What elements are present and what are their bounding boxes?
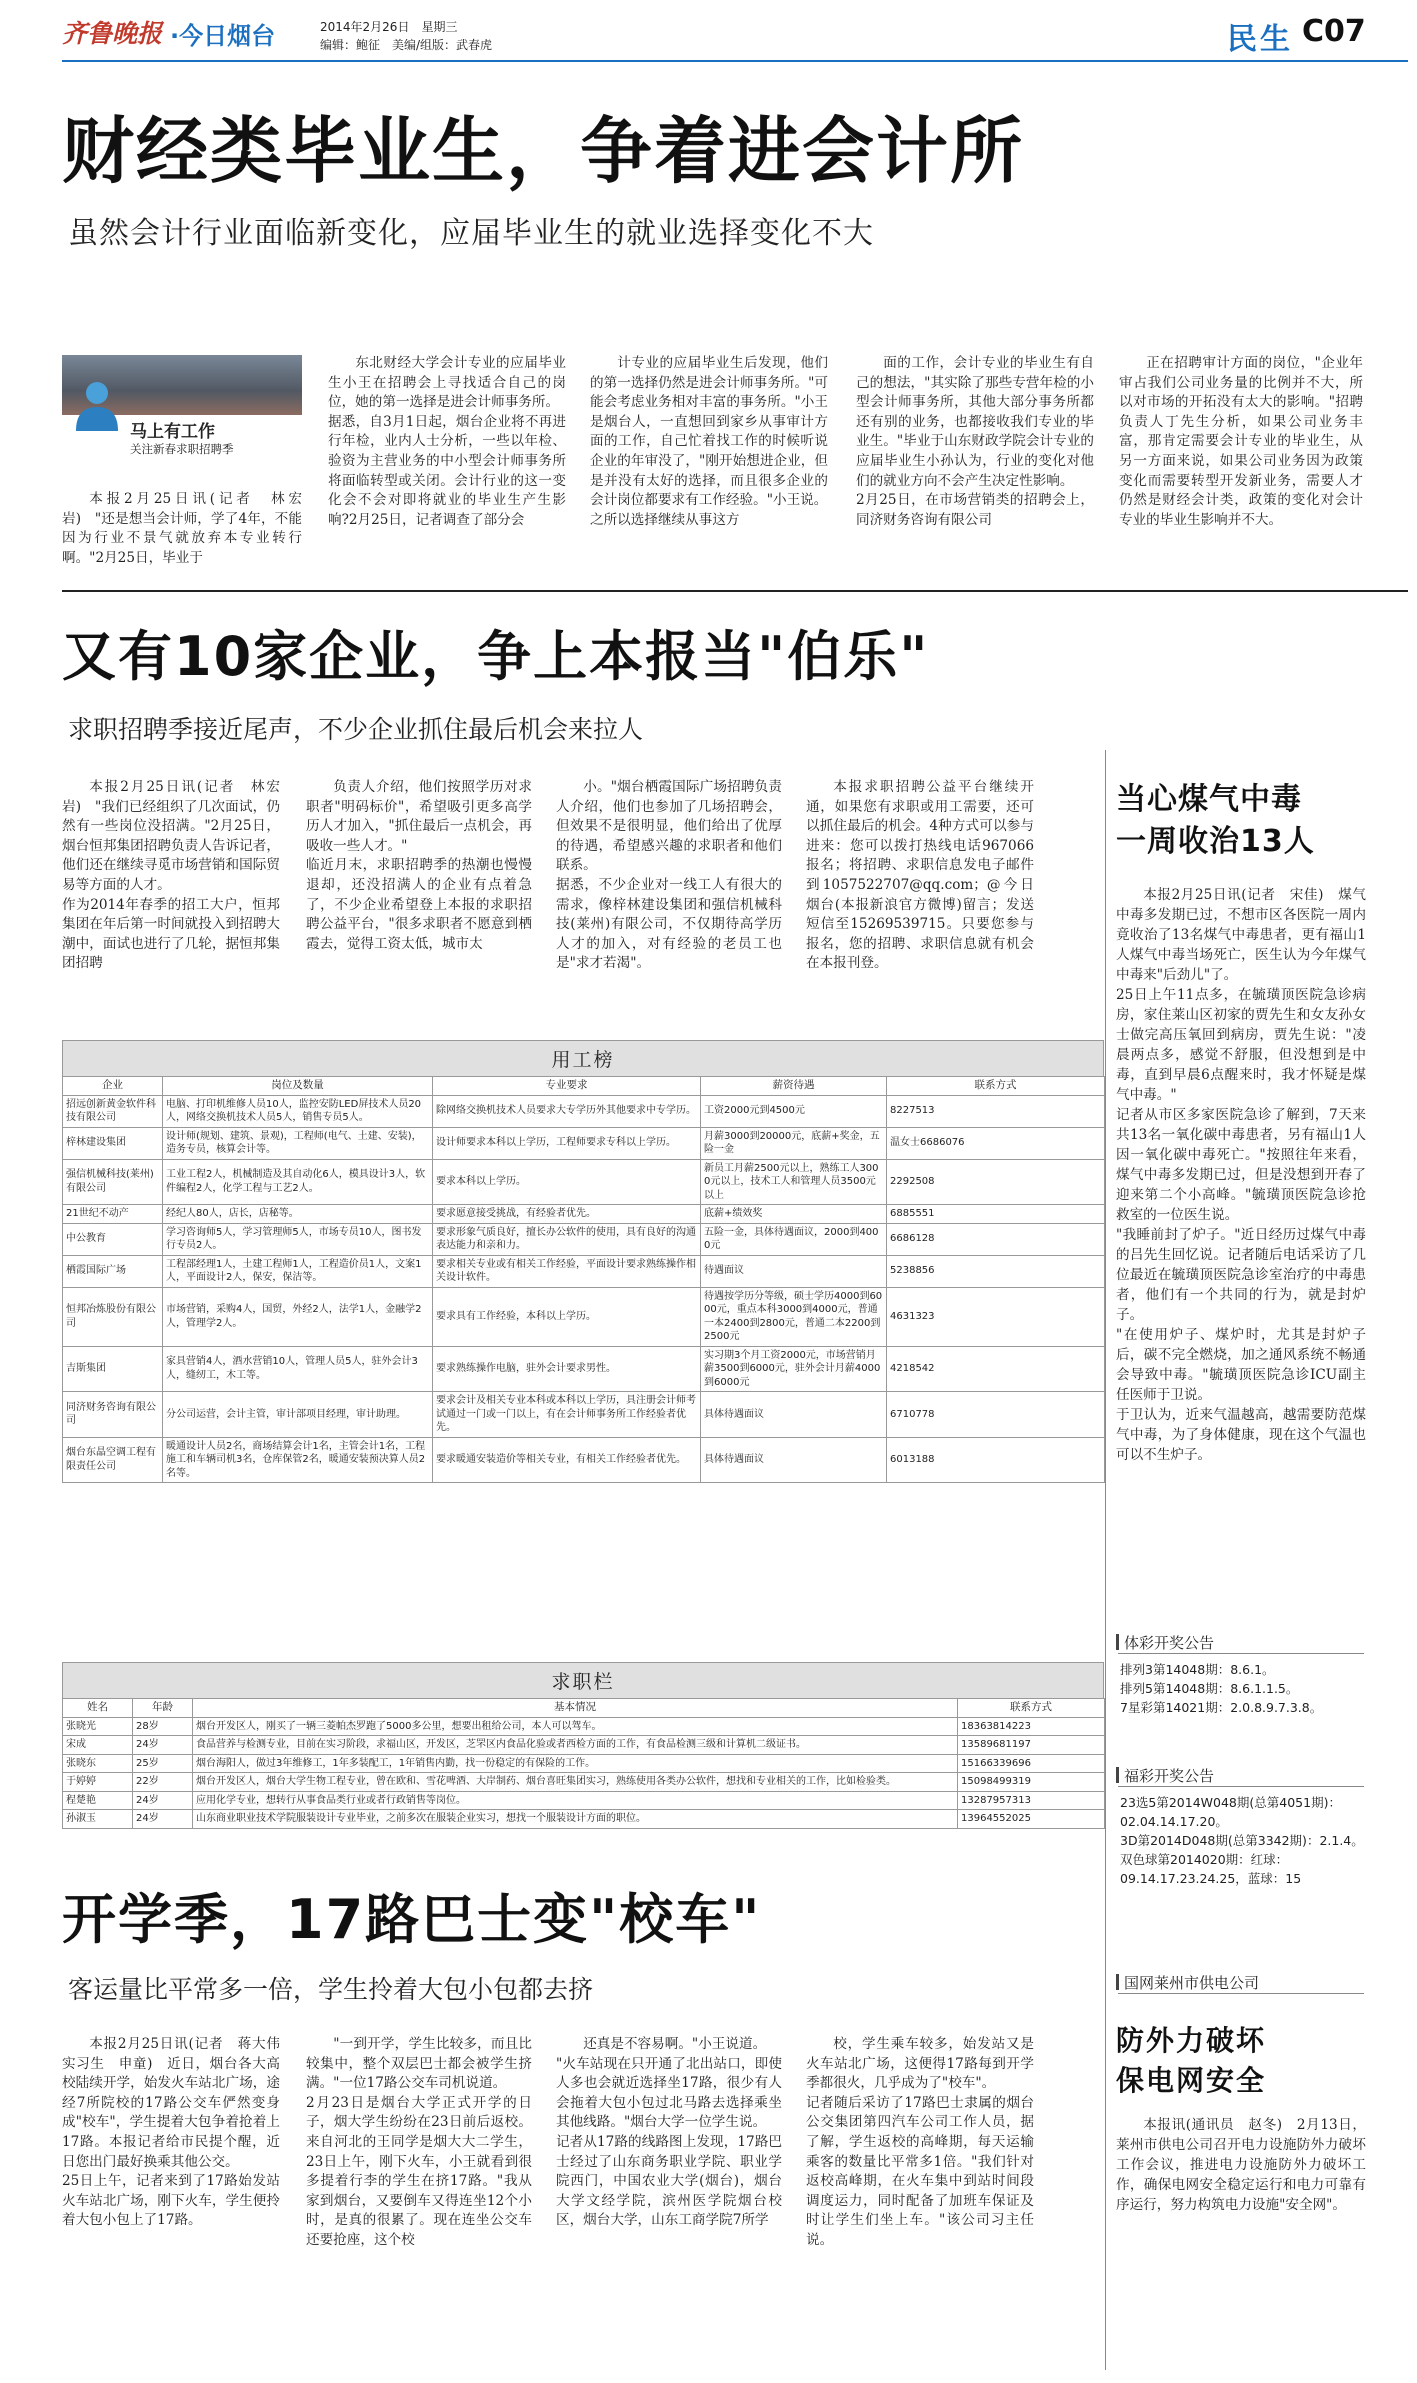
jobs-table-cell: 新员工月薪2500元以上，熟练工人3000元以上，技术工人和管理人员3500元以上 xyxy=(701,1159,887,1205)
story2-column-4: 本报求职招聘公益平台继续开通，如果您有求职或用工需要，还可以抓住最后的机会。4种方式可以参与进来：您可以拨打热线电话967066报名；将招聘、求职信息发电子邮件到1057522707@qq.com；@今日烟台(本报新浪官方微博)留言；发送短信至15269539715。只要您参与报名，您的招聘、求职信息就有机会在本报刊登。 xyxy=(806,779,1034,972)
jobs-table-header-cell: 联系方式 xyxy=(887,1077,1105,1096)
job-seeker-icon xyxy=(70,377,124,431)
jobs-table-cell: 要求愿意接受挑战，有经验者优先。 xyxy=(433,1205,701,1224)
series-badge xyxy=(62,355,302,470)
jobs-table-cell: 月薪3000到20000元，底薪+奖金，五险一金 xyxy=(701,1127,887,1159)
jobs-table-cell: 2292508 xyxy=(887,1159,1105,1205)
jobs-table-cell: 招远创新黄金软件科技有限公司 xyxy=(63,1095,163,1127)
divider xyxy=(62,590,1408,592)
jobs-table-row xyxy=(63,1095,1105,1127)
welfare-lottery-results xyxy=(1120,1793,1364,1888)
seekers-table-title: 求职栏 xyxy=(62,1662,1104,1698)
seekers-table-header-cell: 姓名 xyxy=(63,1699,133,1718)
power-story-body: 本报讯(通讯员 赵冬) 2月13日，莱州市供电公司召开电力设施防外力破坏工作会议，推进电力设施防外力破坏工作，确保电网安全稳定运行和电力可靠有序运行，努力构筑电力设施"安全网"。 xyxy=(1116,2117,1366,2213)
badge-title: 马上有工作 xyxy=(130,422,215,442)
newspaper-logo: 齐鲁晚报 xyxy=(62,19,163,48)
story2-subheadline: 求职招聘季接近尾声，不少企业抓住最后机会来拉人 xyxy=(68,715,644,744)
story1-column-3: 计专业的应届毕业生后发现，他们的第一选择仍然是进会计师事务所。"可能会考虑业务相对丰富的事务所。"小王是烟台人，一直想回到家乡从事审计方面的工作，自己忙着找工作的时候听说企业的年审没了，"刚开始想进企业，但是并没有太好的选择，而且很多企业的会计岗位都要求有工作经验。"小王说。 之所以选择继续从事这方 xyxy=(590,355,828,528)
page-category: 民生 xyxy=(1227,22,1293,57)
jobs-table-cell: 6686128 xyxy=(887,1223,1105,1255)
jobs-table-cell: 待遇面议 xyxy=(701,1255,887,1287)
story2-headline: 又有10家企业，争上本报当"伯乐" xyxy=(62,625,930,688)
jobs-table-row xyxy=(63,1287,1105,1346)
seekers-table-cell: 宋成 xyxy=(63,1736,133,1755)
jobs-table-cell: 要求本科以上学历。 xyxy=(433,1159,701,1205)
jobs-table-row xyxy=(63,1255,1105,1287)
issue-date: 2014年2月26日 星期三 xyxy=(320,20,458,34)
jobs-table-cell: 电脑、打印机维修人员10人，监控安防LED屏技术人员20人，网络交换机技术人员5人，销售专员5人。 xyxy=(163,1095,433,1127)
seekers-table-box xyxy=(62,1662,1104,1829)
seekers-table-row xyxy=(63,1754,1105,1773)
jobs-table-cell: 经纪人80人，店长，店秘等。 xyxy=(163,1205,433,1224)
jobs-table-cell: 要求熟练操作电脑，驻外会计要求男性。 xyxy=(433,1346,701,1392)
jobs-table-cell: 要求具有工作经验，本科以上学历。 xyxy=(433,1287,701,1346)
jobs-table-cell: 家具营销4人，酒水营销10人，管理人员5人，驻外会计3人，缝纫工，木工等。 xyxy=(163,1346,433,1392)
seekers-table-row xyxy=(63,1810,1105,1829)
seekers-table-cell: 18363814223 xyxy=(958,1717,1105,1736)
jobs-table-cell: 学习咨询师5人，学习管理师5人，市场专员10人，图书发行专员2人。 xyxy=(163,1223,433,1255)
jobs-table-cell: 要求形象气质良好，擅长办公软件的使用，具有良好的沟通表达能力和亲和力。 xyxy=(433,1223,701,1255)
jobs-table-header-cell: 专业要求 xyxy=(433,1077,701,1096)
sidebar-divider xyxy=(1105,750,1106,2370)
jobs-table-cell: 21世纪不动产 xyxy=(63,1205,163,1224)
seekers-table-header-cell: 基本情况 xyxy=(193,1699,958,1718)
seekers-table-row xyxy=(63,1736,1105,1755)
jobs-table-row xyxy=(63,1346,1105,1392)
badge-subtitle: 关注新春求职招聘季 xyxy=(130,442,234,456)
seekers-table-header-cell: 联系方式 xyxy=(958,1699,1105,1718)
story1-column-5: 正在招聘审计方面的岗位，"企业年审占我们公司业务量的比例并不大，所以对市场的开拓没有太大的影响。"招聘负责人丁先生分析，如果公司业务丰富，那肯定需要会计专业的毕业生，从另一方面来说，如果公司业务因为政策变化而需要转型开发新业务，需要人才仍然是财经会计类，政策的变化对会计专业的毕业生影响并不大。 xyxy=(1119,355,1363,528)
lottery-line: 3D第2014D048期(总第3342期)：2.1.4。 xyxy=(1120,1833,1364,1848)
editors-credit: 编辑：鲍征 美编/组版：武春虎 xyxy=(320,38,493,52)
seekers-table-cell: 张晓东 xyxy=(63,1754,133,1773)
seekers-table-cell: 25岁 xyxy=(133,1754,193,1773)
seekers-table-cell: 应用化学专业，想转行从事食品类行业或者行政销售等岗位。 xyxy=(193,1791,958,1810)
story3-column-4: 校，学生乘车较多，始发站又是火车站北广场，这便得17路每到开学季都很火，几乎成为了"校车"。 记者随后采访了17路巴士隶属的烟台公交集团第四汽车公司工作人员，据了解，学生返校的高峰期，每天运输乘客的数量比平常多1倍。"我们针对返校高峰期，在火车集中到站时间段调度运力，同时配备了加班车保证及时让学生们坐上车。"该公司习主任说。 xyxy=(806,2036,1034,2248)
seekers-table-cell: 孙淑玉 xyxy=(63,1810,133,1829)
lottery-line: 双色球第2014020期：红球：09.14.17.23.24.25，蓝球：15 xyxy=(1120,1852,1302,1886)
seekers-table-cell: 13589681197 xyxy=(958,1736,1105,1755)
seekers-table-header xyxy=(63,1699,1105,1718)
jobs-table-header-cell: 薪资待遇 xyxy=(701,1077,887,1096)
seekers-table-cell: 15166339696 xyxy=(958,1754,1105,1773)
seekers-table-cell: 烟台开发区人，刚买了一辆三菱帕杰罗跑了5000多公里，想要出租给公司，本人可以驾车。 xyxy=(193,1717,958,1736)
seekers-table-cell: 22岁 xyxy=(133,1773,193,1792)
seekers-table-cell: 24岁 xyxy=(133,1736,193,1755)
story3-column-2: "一到开学，学生比较多，而且比较集中，整个双层巴士都会被学生挤满。"一位17路公交车司机说道。 2月23日是烟台大学正式开学的日子，烟大学生纷纷在23日前后返校。来自河北的王同学是烟大大二学生，23日上午，刚下火车，小王就看到很多提着行李的学生在挤17路。"我从家到烟台，又要倒车又得连坐12个小时，是真的很累了。现在连坐公交车还要抢座，这个校 xyxy=(306,2036,532,2248)
seekers-table-header-cell: 年龄 xyxy=(133,1699,193,1718)
jobs-table-cell: 恒邦冶炼股份有限公司 xyxy=(63,1287,163,1346)
seekers-table-cell: 24岁 xyxy=(133,1791,193,1810)
masthead-rule xyxy=(62,60,1408,62)
jobs-table-cell: 工资2000元到4500元 xyxy=(701,1095,887,1127)
story2-column-2: 负责人介绍，他们按照学历对求职者"明码标价"，希望吸引更多高学历人才加入，"抓住最后一点机会，再吸收一些人才。" 临近月末，求职招聘季的热潮也慢慢退却，还没招满人的企业有点着急了，不少企业希望登上本报的求职招聘公益平台，"很多求职者不愿意到栖霞去，觉得工资太低，城市太 xyxy=(306,779,532,952)
jobs-table-header xyxy=(63,1077,1105,1096)
power-company-label: 国网莱州市供电公司 xyxy=(1118,1972,1364,1994)
jobs-table-cell: 吉斯集团 xyxy=(63,1346,163,1392)
jobs-table-cell: 栖霞国际广场 xyxy=(63,1255,163,1287)
story1-column-4: 面的工作，会计专业的毕业生有自己的想法，"其实除了那些专营年检的小型会计师事务所，其他大部分事务所都还有别的业务，也都接收我们专业的毕业生。"毕业于山东财政学院会计专业的应届毕业生小孙认为，行业的变化对他们的就业方向不会产生决定性影响。 2月25日，在市场营销类的招聘会上，同济财务咨询有限公司 xyxy=(856,355,1094,528)
seekers-table-cell: 24岁 xyxy=(133,1810,193,1829)
jobs-table-header-cell: 企业 xyxy=(63,1077,163,1096)
jobs-table-cell: 4218542 xyxy=(887,1346,1105,1392)
power-headline-2: 保电网安全 xyxy=(1116,2064,1267,2097)
jobs-table-cell: 4631323 xyxy=(887,1287,1105,1346)
power-headline-1: 防外力破坏 xyxy=(1116,2024,1267,2057)
seekers-table xyxy=(62,1698,1105,1829)
gas-headline-1: 当心煤气中毒 xyxy=(1116,782,1302,817)
lottery-line: 排列5第14048期：8.6.1.1.5。 xyxy=(1120,1681,1299,1696)
jobs-table-cell: 要求暖通安装造价等相关专业，有相关工作经验者优先。 xyxy=(433,1437,701,1483)
jobs-table-cell: 待遇按学历分等级，硕士学历4000到6000元，重点本科3000到4000元，普通一本2400到2800元，普通二本2200到2500元 xyxy=(701,1287,887,1346)
story1-column-2: 东北财经大学会计专业的应届毕业生小王在招聘会上寻找适合自己的岗位，她的第一选择是进会计师事务所。 据悉，自3月1日起，烟台企业将不再进行年检，业内人士分析，一些以年检、验资为主营业务的中小型会计师事务所将面临转型或关闭。会计行业的这一变化会不会对即将就业的毕业生产生影响?2月25日，记者调查了部分会 xyxy=(328,355,566,528)
seekers-table-cell: 13964552025 xyxy=(958,1810,1105,1829)
seekers-table-cell: 烟台海阳人，做过3年维修工，1年多装配工，1年销售内勤，找一份稳定的有保险的工作。 xyxy=(193,1754,958,1773)
jobs-table-cell: 烟台东晶空调工程有限责任公司 xyxy=(63,1437,163,1483)
seekers-table-cell: 于婷婷 xyxy=(63,1773,133,1792)
story3-subheadline: 客运量比平常多一倍，学生拎着大包小包都去挤 xyxy=(68,1975,594,2004)
jobs-table-cell: 梓林建设集团 xyxy=(63,1127,163,1159)
jobs-table-box xyxy=(62,1040,1104,1483)
seekers-table-cell: 张晓光 xyxy=(63,1717,133,1736)
jobs-table-row xyxy=(63,1159,1105,1205)
story1-subheadline: 虽然会计行业面临新变化，应届毕业生的就业选择变化不大 xyxy=(68,216,874,251)
jobs-table-cell: 要求相关专业或有相关工作经验，平面设计要求熟练操作相关设计软件。 xyxy=(433,1255,701,1287)
lottery-line: 7星彩第14021期：2.0.8.9.7.3.8。 xyxy=(1120,1700,1323,1715)
jobs-table-row xyxy=(63,1205,1105,1224)
jobs-table-cell: 分公司运营，会计主管，审计部项目经理，审计助理。 xyxy=(163,1392,433,1438)
jobs-table-cell: 温女士6686076 xyxy=(887,1127,1105,1159)
jobs-table-title: 用工榜 xyxy=(62,1040,1104,1076)
story3-headline: 开学季，17路巴士变"校车" xyxy=(62,1888,762,1951)
seekers-table-cell: 烟台开发区人，烟台大学生物工程专业，曾在欧和、雪花啤酒、大岸制药、烟台喜旺集团实习，熟练使用各类办公软件，想找和专业相关的工作，比如检验类。 xyxy=(193,1773,958,1792)
jobs-table-cell: 8227513 xyxy=(887,1095,1105,1127)
seekers-table-cell: 15098499319 xyxy=(958,1773,1105,1792)
seekers-table-row xyxy=(63,1717,1105,1736)
jobs-table-cell: 具体待遇面议 xyxy=(701,1392,887,1438)
jobs-table-cell: 同济财务咨询有限公司 xyxy=(63,1392,163,1438)
jobs-table-cell: 暖通设计人员2名，商场结算会计1名，主管会计1名，工程施工和车辆司机3名，仓库保管2名，暖通安装预决算人员2名等。 xyxy=(163,1437,433,1483)
story3-column-1: 本报2月25日讯(记者 蒋大伟 实习生 申童) 近日，烟台各大高校陆续开学，始发火车站北广场，途经7所院校的17路公交车俨然变身成"校车"，学生提着大包争着抢着上17路。本报记者给市民提个醒，近日您出门最好换乘其他公交。 25日上午，记者来到了17路始发站火车站北广场，刚下火车，学生便拎着大包小包上了17路。 xyxy=(62,2036,280,2229)
sports-lottery-results xyxy=(1120,1660,1364,1717)
page-number: C07 xyxy=(1302,14,1366,49)
jobs-table-row xyxy=(63,1392,1105,1438)
welfare-lottery-header: 福彩开奖公告 xyxy=(1118,1765,1364,1787)
jobs-table-header-cell: 岗位及数量 xyxy=(163,1077,433,1096)
seekers-table-cell: 28岁 xyxy=(133,1717,193,1736)
jobs-table-cell: 强信机械科技(莱州)有限公司 xyxy=(63,1159,163,1205)
jobs-table-cell: 5238856 xyxy=(887,1255,1105,1287)
jobs-table-cell: 五险一金，具体待遇面议，2000到4000元 xyxy=(701,1223,887,1255)
jobs-table-row xyxy=(63,1223,1105,1255)
seekers-table-row xyxy=(63,1791,1105,1810)
story1-headline: 财经类毕业生，争着进会计所 xyxy=(62,109,1025,193)
story1-column-1: 本报2月25日讯(记者 林宏岩) "还是想当会计师，学了4年，不能因为行业不景气就放弃本专业转行啊。"2月25日，毕业于 xyxy=(62,491,302,566)
story3-column-3: 还真是不容易啊。"小王说道。 "火车站现在只开通了北出站口，即使人多也会就近选择坐17路，很少有人会拖着大包小包过北马路去选择乘坐其他线路。"烟台大学一位学生说。 记者从17路的线路图上发现，17路巴士经过了山东商务职业学院、职业学院西门，中国农业大学(烟台)，烟台大学文经学院，滨州医学院烟台校区，烟台大学，山东工商学院7所学 xyxy=(556,2036,782,2229)
jobs-table-cell: 6013188 xyxy=(887,1437,1105,1483)
jobs-table-cell: 中公教育 xyxy=(63,1223,163,1255)
jobs-table-row xyxy=(63,1437,1105,1483)
sports-lottery-header: 体彩开奖公告 xyxy=(1118,1632,1364,1654)
jobs-table-cell: 除网络交换机技术人员要求大专学历外其他要求中专学历。 xyxy=(433,1095,701,1127)
jobs-table-cell: 6885551 xyxy=(887,1205,1105,1224)
jobs-table-cell: 6710778 xyxy=(887,1392,1105,1438)
jobs-table-cell: 工程部经理1人，土建工程师1人，工程造价员1人，文案1人，平面设计2人，保安，保洁等。 xyxy=(163,1255,433,1287)
seekers-table-cell: 13287957313 xyxy=(958,1791,1105,1810)
gas-story-body: 本报2月25日讯(记者 宋佳) 煤气中毒多发期已过，不想市区各医院一周内竟收治了13名煤气中毒患者，更有福山1人煤气中毒当场死亡，医生认为今年煤气中毒来"后劲儿"了。 25日上午11点多，在毓璜顶医院急诊病房，家住莱山区初家的贾先生和女友孙女士做完高压氧回到病房，贾先生说："凌晨两点多，感觉不舒服，但没想到是中毒，直到早晨6点醒来时，我才怀疑是煤气中毒。" 记者从市区多家医院急诊了解到，7天来共13名一氧化碳中毒患者，另有福山1人因一氧化碳中毒死亡。"按照往年来看，煤气中毒多发期已过，但是没想到开春了迎来第二个小高峰。"毓璜顶医院急诊抢救室的一位医生说。 "我睡前封了炉子。"近日经历过煤气中毒的吕先生回忆说。记者随后电话采访了几位最近在毓璜顶医院急诊室治疗的中毒患者，他们有一个共同的行为，就是封炉子。 "在使用炉子、煤炉时，尤其是封炉子后，碳不完全燃烧，加之通风系统不畅通会导致中毒。"毓璜顶医院急诊ICU副主任医师于卫说。 于卫认为，近来气温越高，越需要防范煤气中毒，为了身体健康，现在这个气温也可以不生炉子。 xyxy=(1116,887,1366,1463)
jobs-table xyxy=(62,1076,1105,1483)
jobs-table-cell: 市场营销，采购4人，国贸，外经2人，法学1人，金融学2人，管理学2人。 xyxy=(163,1287,433,1346)
seekers-table-cell: 山东商业职业技术学院服装设计专业毕业，之前多次在服装企业实习，想找一个服装设计方面的职位。 xyxy=(193,1810,958,1829)
jobs-table-cell: 设计师(规划、建筑、景观)，工程师(电气、土建、安装)，造务专员，核算会计等。 xyxy=(163,1127,433,1159)
lottery-line: 排列3第14048期：8.6.1。 xyxy=(1120,1662,1275,1677)
jobs-table-cell: 工业工程2人，机械制造及其自动化6人，模具设计3人，软件编程2人，化学工程与工艺2人。 xyxy=(163,1159,433,1205)
section-name: ·今日烟台 xyxy=(170,22,276,50)
story2-column-1: 本报2月25日讯(记者 林宏岩) "我们已经组织了几次面试，仍然有一些岗位没招满。"2月25日，烟台恒邦集团招聘负责人告诉记者，他们还在继续寻觅市场营销和国际贸易等方面的人才。 作为2014年春季的招工大户，恒邦集团在年后第一时间就投入到招聘大潮中，面试也进行了几轮，据恒邦集团招聘 xyxy=(62,779,280,972)
seekers-table-row xyxy=(63,1773,1105,1792)
jobs-table-row xyxy=(63,1127,1105,1159)
lottery-line: 23选5第2014W048期(总第4051期)：02.04.14.17.20。 xyxy=(1120,1795,1341,1829)
jobs-table-cell: 实习期3个月工资2000元，市场营销月薪3500到6000元，驻外会计月薪4000到6000元 xyxy=(701,1346,887,1392)
jobs-table-cell: 具体待遇面议 xyxy=(701,1437,887,1483)
masthead xyxy=(0,0,1417,68)
gas-headline-2: 一周收治13人 xyxy=(1116,824,1315,859)
story2-column-3: 小。"烟台栖霞国际广场招聘负责人介绍，他们也参加了几场招聘会，但效果不是很明显，他们给出了优厚的待遇，希望感兴趣的求职者和他们联系。 据悉，不少企业对一线工人有很大的需求，像梓林建设集团和强信机械科技(莱州)有限公司，不仅期待高学历人才的加入，对有经验的老员工也是"求才若渴"。 xyxy=(556,779,782,972)
seekers-table-cell: 程楚艳 xyxy=(63,1791,133,1810)
jobs-table-cell: 底薪+绩效奖 xyxy=(701,1205,887,1224)
jobs-table-cell: 要求会计及相关专业本科或本科以上学历，具注册会计师考试通过一门或一门以上，有在会计师事务所工作经验者优先。 xyxy=(433,1392,701,1438)
jobs-table-cell: 设计师要求本科以上学历，工程师要求专科以上学历。 xyxy=(433,1127,701,1159)
seekers-table-cell: 食品营养与检测专业，目前在实习阶段，求福山区，开发区，芝罘区内食品化验或者西检方面的工作，有食品检测三级和计算机二级证书。 xyxy=(193,1736,958,1755)
